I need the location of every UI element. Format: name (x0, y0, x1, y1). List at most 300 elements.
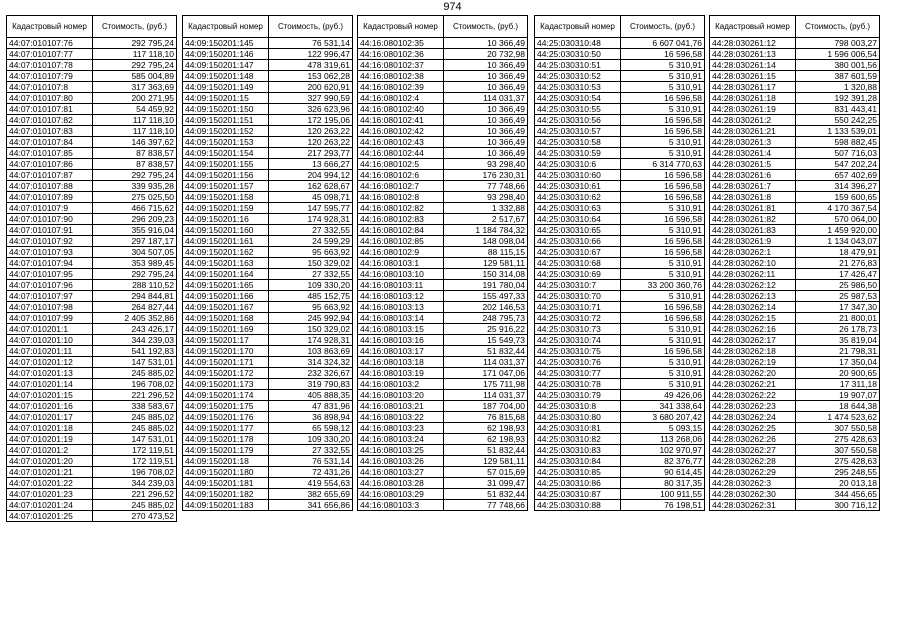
cadastral-number: 44:25:030310:7 (535, 280, 621, 291)
cost-value: 162 628,67 (269, 181, 353, 192)
table-row (183, 313, 353, 324)
table-row (7, 456, 177, 467)
table-row (7, 71, 177, 82)
cost-value: 16 596,58 (621, 170, 705, 181)
cost-value: 25 986,50 (796, 280, 880, 291)
table-row (710, 434, 880, 445)
table-row (535, 126, 705, 137)
cadastral-number: 44:25:030310:67 (535, 247, 621, 258)
table-row (710, 456, 880, 467)
cost-value: 326 623,96 (269, 104, 353, 115)
cost-value: 339 935,28 (93, 181, 177, 192)
register-table-2 (182, 15, 353, 511)
cost-value: 18 479,91 (796, 247, 880, 258)
cost-value: 114 031,37 (444, 93, 528, 104)
cost-value: 20 900,65 (796, 368, 880, 379)
cadastral-number: 44:07:010107:90 (7, 214, 93, 225)
cost-value: 5 310,91 (621, 60, 705, 71)
table-row (710, 258, 880, 269)
table-row (7, 82, 177, 93)
cadastral-number: 44:28:030261:9 (710, 236, 796, 247)
table-row (710, 104, 880, 115)
cost-value: 2 517,67 (444, 214, 528, 225)
cost-value: 45 098,71 (269, 192, 353, 203)
cadastral-number: 44:25:030310:51 (535, 60, 621, 71)
cadastral-number: 44:16:080102:43 (358, 137, 444, 148)
cost-value: 88 115,15 (444, 247, 528, 258)
cost-value: 1 332,88 (444, 203, 528, 214)
cost-value: 202 146,53 (444, 302, 528, 313)
cost-value: 3 680 207,42 (621, 412, 705, 423)
table-row (7, 104, 177, 115)
cadastral-number: 44:25:030310:62 (535, 192, 621, 203)
cadastral-number: 44:28:030262:13 (710, 291, 796, 302)
table-row (183, 478, 353, 489)
cadastral-number: 44:25:030310:50 (535, 49, 621, 60)
cost-value: 113 268,06 (621, 434, 705, 445)
cost-value: 5 310,91 (621, 357, 705, 368)
table-row (358, 247, 528, 258)
table-row (535, 500, 705, 511)
cost-value: 62 198,93 (444, 434, 528, 445)
table-row (7, 489, 177, 500)
cost-value: 27 332,55 (269, 269, 353, 280)
cadastral-number: 44:07:010107:76 (7, 38, 93, 49)
cost-value: 155 497,33 (444, 291, 528, 302)
table-row (183, 445, 353, 456)
cost-value: 344 239,03 (93, 478, 177, 489)
cost-value: 5 310,91 (621, 82, 705, 93)
cost-value: 221 296,52 (93, 390, 177, 401)
cadastral-number: 44:09:150201:15 (183, 93, 269, 104)
cadastral-number: 44:07:010201:20 (7, 456, 93, 467)
table-row (7, 390, 177, 401)
table-row (710, 126, 880, 137)
table-row (183, 82, 353, 93)
cadastral-number: 44:07:010201:17 (7, 412, 93, 423)
table-row (535, 368, 705, 379)
cadastral-number: 44:07:010107:98 (7, 302, 93, 313)
cadastral-number: 44:16:080102:85 (358, 236, 444, 247)
cost-value: 10 366,49 (444, 126, 528, 137)
table-row (183, 423, 353, 434)
cost-value: 466 715,62 (93, 203, 177, 214)
cadastral-number: 44:28:030262:29 (710, 467, 796, 478)
cadastral-number: 44:28:030261:82 (710, 214, 796, 225)
table-row (358, 445, 528, 456)
cadastral-number: 44:25:030310:88 (535, 500, 621, 511)
table-row (358, 49, 528, 60)
table-row (183, 379, 353, 390)
table-row (183, 225, 353, 236)
cost-value: 550 242,25 (796, 115, 880, 126)
cadastral-number: 44:25:030310:71 (535, 302, 621, 313)
table-row (535, 478, 705, 489)
table-row (183, 368, 353, 379)
cadastral-number: 44:28:030262:21 (710, 379, 796, 390)
cost-value: 204 994,12 (269, 170, 353, 181)
cost-value: 49 426,06 (621, 390, 705, 401)
table-row (710, 445, 880, 456)
cost-value: 172 119,51 (93, 456, 177, 467)
cadastral-number: 44:07:010107:78 (7, 60, 93, 71)
cost-value: 245 885,02 (93, 500, 177, 511)
cadastral-number: 44:07:010107:99 (7, 313, 93, 324)
cadastral-number: 44:07:010201:13 (7, 368, 93, 379)
table-row (710, 82, 880, 93)
table-row (535, 269, 705, 280)
cost-value: 13 666,27 (269, 159, 353, 170)
cost-value: 16 596,58 (621, 302, 705, 313)
cadastral-number: 44:09:150201:147 (183, 60, 269, 71)
cost-value: 16 596,58 (621, 236, 705, 247)
cost-value: 5 310,91 (621, 324, 705, 335)
cost-value: 831 443,41 (796, 104, 880, 115)
cadastral-number: 44:09:150201:180 (183, 467, 269, 478)
cost-value: 147 531,01 (93, 357, 177, 368)
table-row (7, 126, 177, 137)
cost-value: 31 099,47 (444, 478, 528, 489)
cost-value: 570 064,00 (796, 214, 880, 225)
table-row (535, 489, 705, 500)
table-row (535, 38, 705, 49)
cadastral-number: 44:07:010107:77 (7, 49, 93, 60)
cadastral-number: 44:07:010107:85 (7, 148, 93, 159)
cost-value: 270 473,52 (93, 511, 177, 522)
cost-value: 5 310,91 (621, 269, 705, 280)
cost-value: 245 885,02 (93, 423, 177, 434)
cost-value: 296 209,23 (93, 214, 177, 225)
cadastral-number: 44:28:030261:2 (710, 115, 796, 126)
table-row (183, 181, 353, 192)
register-table-3 (357, 15, 528, 511)
table-row (183, 324, 353, 335)
cadastral-number: 44:28:030262:18 (710, 346, 796, 357)
cost-value: 355 916,04 (93, 225, 177, 236)
table-row (183, 302, 353, 313)
cost-value: 10 366,49 (444, 71, 528, 82)
table-row (358, 467, 528, 478)
cadastral-number: 44:16:080103:15 (358, 324, 444, 335)
cadastral-number: 44:25:030310:54 (535, 93, 621, 104)
cost-value: 1 134 043,07 (796, 236, 880, 247)
table-row (183, 335, 353, 346)
table-row (183, 412, 353, 423)
cadastral-number: 44:16:080102:82 (358, 203, 444, 214)
cost-value: 5 310,91 (621, 104, 705, 115)
cost-value: 171 047,06 (444, 368, 528, 379)
table-row (358, 478, 528, 489)
table-row (358, 115, 528, 126)
cadastral-number: 44:16:080103:3 (358, 500, 444, 511)
cadastral-number: 44:16:080102:39 (358, 82, 444, 93)
cost-value: 292 795,24 (93, 60, 177, 71)
cost-value: 1 459 920,00 (796, 225, 880, 236)
cost-value: 6 314 770,63 (621, 159, 705, 170)
table-row (358, 192, 528, 203)
cadastral-number: 44:25:030310:74 (535, 335, 621, 346)
cost-value: 304 507,05 (93, 247, 177, 258)
cadastral-number: 44:28:030262:12 (710, 280, 796, 291)
table-row (358, 412, 528, 423)
cadastral-number: 44:16:080103:11 (358, 280, 444, 291)
table-row (358, 280, 528, 291)
table-row (710, 368, 880, 379)
cost-value: 20 732,98 (444, 49, 528, 60)
table-row (7, 313, 177, 324)
cadastral-number: 44:09:150201:163 (183, 258, 269, 269)
header-cadastral: Кадастровый номер (358, 16, 444, 38)
cost-value: 196 708,02 (93, 379, 177, 390)
cadastral-number: 44:25:030310:63 (535, 203, 621, 214)
cadastral-number: 44:09:150201:148 (183, 71, 269, 82)
cadastral-number: 44:09:150201:158 (183, 192, 269, 203)
cost-value: 76 815,68 (444, 412, 528, 423)
cadastral-number: 44:16:080103:22 (358, 412, 444, 423)
table-row (535, 390, 705, 401)
table-row (535, 203, 705, 214)
cost-value: 319 790,83 (269, 379, 353, 390)
table-row (535, 434, 705, 445)
header-cost: Стоимость, (руб.) (93, 16, 177, 38)
table-row (535, 445, 705, 456)
cadastral-number: 44:07:010107:89 (7, 192, 93, 203)
cadastral-number: 44:25:030310:8 (535, 401, 621, 412)
cadastral-number: 44:16:080103:20 (358, 390, 444, 401)
table-row (710, 71, 880, 82)
cost-value: 2 405 352,86 (93, 313, 177, 324)
table-row (183, 115, 353, 126)
cost-value: 36 898,94 (269, 412, 353, 423)
header-cadastral: Кадастровый номер (7, 16, 93, 38)
table-row (358, 104, 528, 115)
cost-value: 217 293,77 (269, 148, 353, 159)
table-row (358, 368, 528, 379)
cadastral-number: 44:16:080103:25 (358, 445, 444, 456)
table-row (358, 401, 528, 412)
cost-value: 5 310,91 (621, 379, 705, 390)
table-row (358, 225, 528, 236)
table-row (7, 423, 177, 434)
table-row (358, 346, 528, 357)
cost-value: 17 426,47 (796, 269, 880, 280)
cadastral-number: 44:07:010107:93 (7, 247, 93, 258)
table-row (535, 60, 705, 71)
cadastral-number: 44:25:030310:80 (535, 412, 621, 423)
cadastral-number: 44:16:080103:10 (358, 269, 444, 280)
cadastral-number: 44:07:010107:88 (7, 181, 93, 192)
cadastral-number: 44:07:010201:25 (7, 511, 93, 522)
cost-value: 1 474 523,62 (796, 412, 880, 423)
table-row (183, 280, 353, 291)
cadastral-number: 44:28:030261:13 (710, 49, 796, 60)
table-row (710, 467, 880, 478)
table-row (7, 357, 177, 368)
cadastral-number: 44:25:030310:70 (535, 291, 621, 302)
table-row (710, 302, 880, 313)
cadastral-number: 44:09:150201:178 (183, 434, 269, 445)
table-row (710, 115, 880, 126)
cost-value: 10 366,49 (444, 148, 528, 159)
cadastral-number: 44:28:030261:14 (710, 60, 796, 71)
cadastral-number: 44:16:080103:13 (358, 302, 444, 313)
table-row (7, 38, 177, 49)
cadastral-number: 44:09:150201:168 (183, 313, 269, 324)
cadastral-number: 44:09:150201:174 (183, 390, 269, 401)
cadastral-number: 44:25:030310:86 (535, 478, 621, 489)
table-row (710, 269, 880, 280)
cadastral-number: 44:16:080102:84 (358, 225, 444, 236)
cost-value: 95 663,92 (269, 247, 353, 258)
cost-value: 798 003,27 (796, 38, 880, 49)
table-row (535, 181, 705, 192)
cadastral-number: 44:25:030310:58 (535, 137, 621, 148)
table-row (535, 291, 705, 302)
cost-value: 21 276,83 (796, 258, 880, 269)
cadastral-number: 44:09:150201:176 (183, 412, 269, 423)
cadastral-number: 44:25:030310:84 (535, 456, 621, 467)
table-row (183, 203, 353, 214)
cost-value: 10 366,49 (444, 60, 528, 71)
cadastral-number: 44:09:150201:171 (183, 357, 269, 368)
cadastral-number: 44:28:030261:83 (710, 225, 796, 236)
table-row (535, 170, 705, 181)
cost-value: 292 795,24 (93, 269, 177, 280)
cost-value: 16 596,58 (621, 126, 705, 137)
cost-value: 114 031,37 (444, 390, 528, 401)
cadastral-number: 44:28:030262:26 (710, 434, 796, 445)
table-row (535, 412, 705, 423)
cost-value: 147 595,77 (269, 203, 353, 214)
cadastral-number: 44:28:030262:14 (710, 302, 796, 313)
table-row (358, 71, 528, 82)
table-row (183, 170, 353, 181)
table-row (710, 159, 880, 170)
table-row (358, 82, 528, 93)
cost-value: 24 599,29 (269, 236, 353, 247)
cadastral-number: 44:28:030262:16 (710, 324, 796, 335)
cost-value: 314 324,32 (269, 357, 353, 368)
cost-value: 150 314,08 (444, 269, 528, 280)
cadastral-number: 44:25:030310:77 (535, 368, 621, 379)
cadastral-number: 44:07:010107:92 (7, 236, 93, 247)
cost-value: 16 596,58 (621, 346, 705, 357)
cadastral-number: 44:16:080103:1 (358, 258, 444, 269)
cadastral-number: 44:07:010107:94 (7, 258, 93, 269)
cost-value: 387 601,59 (796, 71, 880, 82)
table-row (7, 335, 177, 346)
cadastral-number: 44:28:030261:6 (710, 170, 796, 181)
cadastral-number: 44:07:010201:10 (7, 335, 93, 346)
cost-value: 109 330,20 (269, 434, 353, 445)
cost-value: 33 200 360,76 (621, 280, 705, 291)
cost-value: 275 428,63 (796, 456, 880, 467)
cost-value: 16 596,58 (621, 192, 705, 203)
cost-value: 380 001,56 (796, 60, 880, 71)
table-row (358, 390, 528, 401)
cost-value: 17 311,18 (796, 379, 880, 390)
cost-value: 159 600,65 (796, 192, 880, 203)
table-row (710, 291, 880, 302)
cost-value: 10 366,49 (444, 104, 528, 115)
table-row (535, 258, 705, 269)
cost-value: 16 596,58 (621, 247, 705, 258)
table-row (7, 203, 177, 214)
cost-value: 4 170 367,54 (796, 203, 880, 214)
table-row (358, 489, 528, 500)
cost-value: 341 338,64 (621, 401, 705, 412)
table-row (183, 137, 353, 148)
cost-value: 19 907,07 (796, 390, 880, 401)
cost-value: 16 596,58 (621, 115, 705, 126)
cadastral-number: 44:28:030261:4 (710, 148, 796, 159)
cadastral-number: 44:25:030310:73 (535, 324, 621, 335)
table-row (183, 38, 353, 49)
cadastral-number: 44:16:080102:5 (358, 159, 444, 170)
cost-value: 25 916,22 (444, 324, 528, 335)
cadastral-number: 44:28:030261:3 (710, 137, 796, 148)
table-row (7, 324, 177, 335)
table-row (710, 203, 880, 214)
table-row (358, 324, 528, 335)
table-row (7, 500, 177, 511)
table-row (7, 302, 177, 313)
cost-value: 103 863,69 (269, 346, 353, 357)
cost-value: 17 350,04 (796, 357, 880, 368)
cadastral-number: 44:07:010107:82 (7, 115, 93, 126)
cost-value: 292 795,24 (93, 170, 177, 181)
cost-value: 300 716,12 (796, 500, 880, 511)
cost-value: 232 326,67 (269, 368, 353, 379)
table-row (535, 357, 705, 368)
cadastral-number: 44:16:080103:12 (358, 291, 444, 302)
cost-value: 18 644,38 (796, 401, 880, 412)
cost-value: 317 363,69 (93, 82, 177, 93)
cost-value: 16 596,58 (621, 49, 705, 60)
cadastral-number: 44:07:010107:80 (7, 93, 93, 104)
table-row (710, 236, 880, 247)
cadastral-number: 44:16:080103:26 (358, 456, 444, 467)
table-row (183, 291, 353, 302)
table-row (358, 126, 528, 137)
table-row (535, 423, 705, 434)
table-row (183, 467, 353, 478)
cost-value: 95 663,92 (269, 302, 353, 313)
cost-value: 1 596 006,54 (796, 49, 880, 60)
cost-value: 292 795,24 (93, 38, 177, 49)
header-cost: Стоимость, (руб.) (621, 16, 705, 38)
cadastral-number: 44:16:080102:40 (358, 104, 444, 115)
table-row (710, 489, 880, 500)
cost-value: 65 598,12 (269, 423, 353, 434)
cadastral-number: 44:25:030310:48 (535, 38, 621, 49)
table-row (183, 346, 353, 357)
cost-value: 87 838,57 (93, 148, 177, 159)
cost-value: 405 888,35 (269, 390, 353, 401)
table-row (710, 357, 880, 368)
table-row (7, 49, 177, 60)
table-row (710, 148, 880, 159)
cadastral-number: 44:09:150201:181 (183, 478, 269, 489)
table-row (535, 247, 705, 258)
cost-value: 174 928,31 (269, 214, 353, 225)
table-row (7, 401, 177, 412)
table-row (710, 38, 880, 49)
table-row (183, 192, 353, 203)
cadastral-number: 44:16:080103:21 (358, 401, 444, 412)
cadastral-number: 44:25:030310:56 (535, 115, 621, 126)
cost-value: 10 366,49 (444, 38, 528, 49)
